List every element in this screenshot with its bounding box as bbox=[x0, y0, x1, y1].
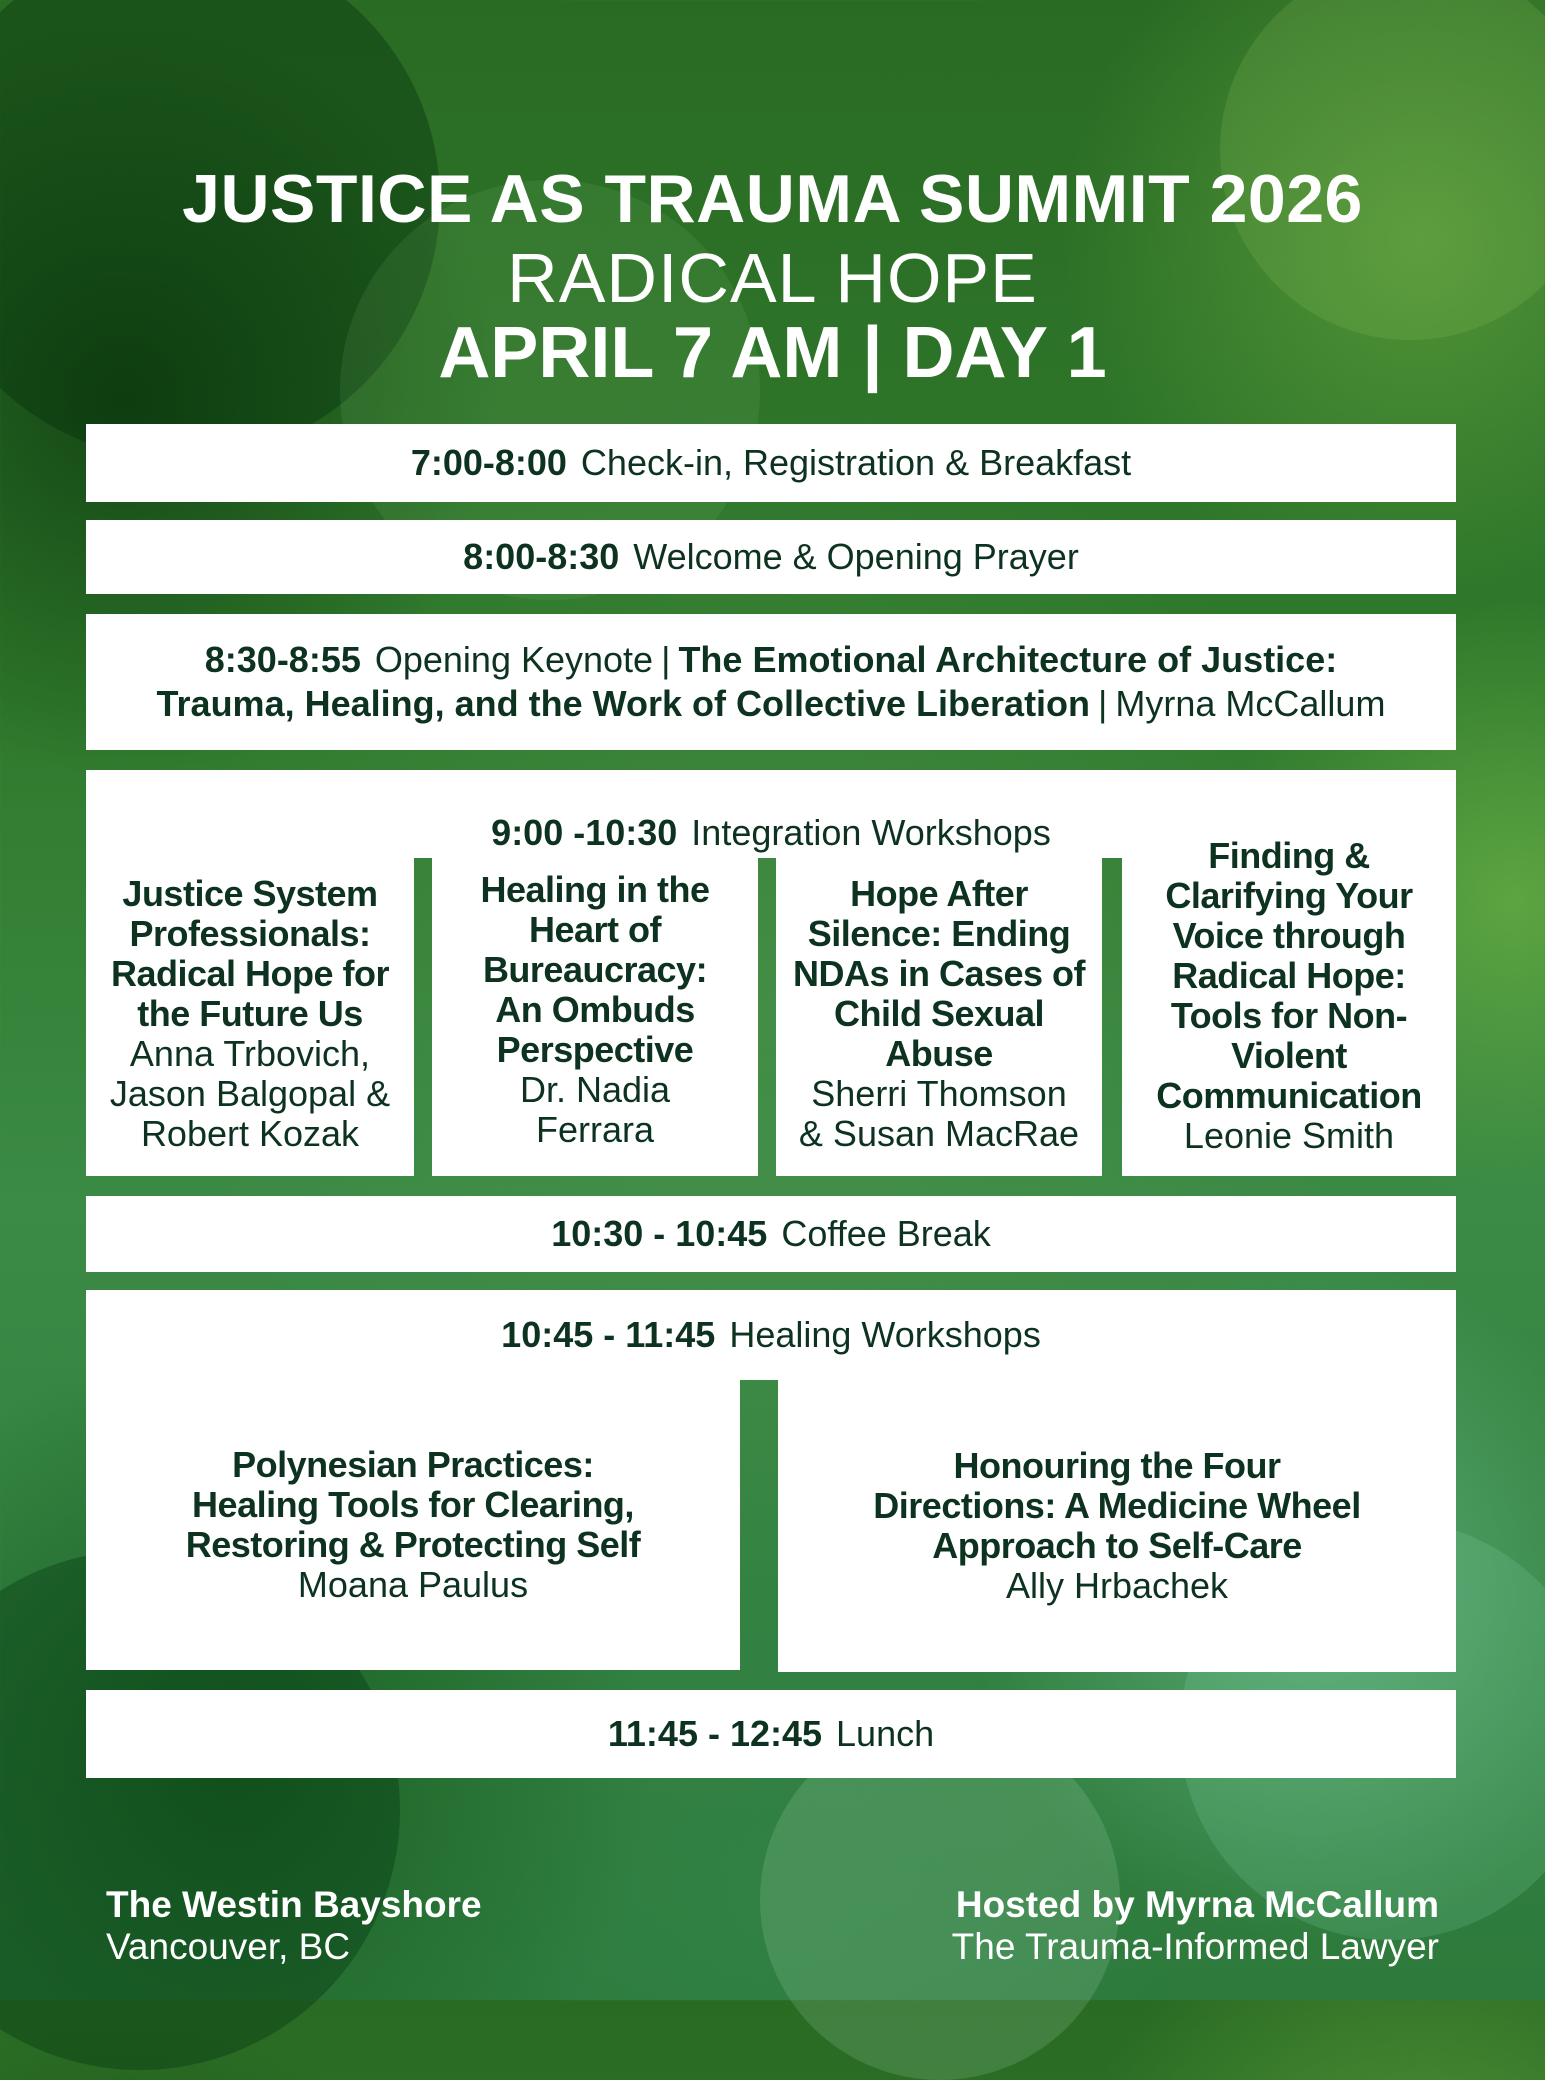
workshop-speaker: Jason Balgopal & bbox=[109, 1073, 391, 1114]
session-label: Coffee Break bbox=[781, 1213, 991, 1254]
integration-workshop bbox=[1122, 836, 1456, 1176]
workshop-title: Directions: A Medicine Wheel bbox=[873, 1485, 1361, 1526]
separator: | bbox=[661, 639, 671, 680]
workshop-title: Finding & bbox=[1208, 835, 1370, 876]
workshop-title: Violent bbox=[1231, 1035, 1347, 1076]
workshop-speaker: Ferrara bbox=[535, 1109, 655, 1150]
workshop-title: Voice through bbox=[1172, 915, 1406, 956]
workshop-title: Bureaucracy: bbox=[482, 949, 708, 990]
host-name: Hosted by Myrna McCallum bbox=[955, 1884, 1439, 1925]
workshop-title: Hope After bbox=[850, 873, 1028, 914]
session-label: Healing Workshops bbox=[729, 1314, 1041, 1355]
schedule-checkin bbox=[86, 424, 1456, 502]
workshop-title: Professionals: bbox=[129, 913, 371, 954]
session-time: 9:00 -10:30 bbox=[491, 812, 678, 853]
workshop-title: Silence: Ending bbox=[807, 913, 1071, 954]
healing-workshop bbox=[778, 1380, 1456, 1672]
keynote-line-1 bbox=[205, 638, 1337, 682]
healing-header bbox=[86, 1290, 1456, 1380]
workshop-title: Healing in the bbox=[480, 869, 710, 910]
separator: | bbox=[1098, 683, 1108, 724]
workshop-title: Honouring the Four bbox=[953, 1445, 1281, 1486]
session-time: 7:00-8:00 bbox=[410, 442, 567, 483]
integration-workshop bbox=[86, 858, 414, 1176]
workshop-title: Radical Hope: bbox=[1172, 955, 1406, 996]
workshop-title: Child Sexual bbox=[833, 993, 1045, 1034]
session-label: Check-in, Registration & Breakfast bbox=[580, 442, 1132, 483]
healing-workshop bbox=[86, 1380, 740, 1670]
workshop-title: NDAs in Cases of bbox=[792, 953, 1086, 994]
venue-name: The Westin Bayshore bbox=[106, 1884, 482, 1925]
workshop-speaker: & Susan MacRae bbox=[798, 1113, 1080, 1154]
workshop-title: Justice System bbox=[122, 873, 378, 914]
keynote-line-2 bbox=[157, 682, 1386, 726]
workshop-title: Approach to Self-Care bbox=[932, 1525, 1302, 1566]
host-info bbox=[952, 1884, 1439, 1968]
workshop-title: Abuse bbox=[885, 1033, 993, 1074]
schedule-coffee bbox=[86, 1196, 1456, 1272]
workshop-title: Heart of bbox=[528, 909, 662, 950]
schedule-lunch bbox=[86, 1690, 1456, 1778]
keynote-title: The Emotional Architecture of Justice: bbox=[678, 639, 1338, 680]
session-label: Lunch bbox=[836, 1713, 935, 1754]
workshop-speaker: Leonie Smith bbox=[1183, 1115, 1395, 1156]
session-time: 11:45 - 12:45 bbox=[607, 1713, 823, 1754]
session-time: 10:45 - 11:45 bbox=[501, 1314, 716, 1355]
venue-info bbox=[106, 1884, 482, 1968]
workshop-title: An Ombuds bbox=[495, 989, 695, 1030]
event-date: APRIL 7 AM | DAY 1 bbox=[438, 313, 1107, 393]
session-time: 8:00-8:30 bbox=[463, 536, 620, 577]
workshop-title: Clarifying Your bbox=[1165, 875, 1413, 916]
keynote-title: Trauma, Healing, and the Work of Collective Liberation bbox=[156, 683, 1091, 724]
workshop-title: Polynesian Practices: bbox=[232, 1444, 594, 1485]
workshop-title: Communication bbox=[1156, 1075, 1422, 1116]
workshop-title: Tools for Non- bbox=[1170, 995, 1408, 1036]
session-label: Opening Keynote bbox=[374, 639, 654, 680]
schedule-welcome bbox=[86, 520, 1456, 594]
event-title: JUSTICE AS TRAUMA SUMMIT 2026 bbox=[182, 161, 1363, 237]
integration-workshop bbox=[432, 858, 758, 1176]
host-tagline: The Trauma-Informed Lawyer bbox=[951, 1926, 1439, 1967]
workshop-speaker: Ally Hrbachek bbox=[1005, 1565, 1229, 1606]
workshop-speaker: Robert Kozak bbox=[140, 1113, 360, 1154]
keynote-speaker: Myrna McCallum bbox=[1115, 683, 1386, 724]
session-time: 10:30 - 10:45 bbox=[551, 1213, 768, 1254]
session-time: 8:30-8:55 bbox=[204, 639, 361, 680]
integration-workshop bbox=[776, 858, 1102, 1176]
schedule-keynote bbox=[86, 614, 1456, 750]
workshop-title: Perspective bbox=[496, 1029, 694, 1070]
workshop-speaker: Sherri Thomson bbox=[811, 1073, 1067, 1114]
workshop-speaker: Dr. Nadia bbox=[519, 1069, 671, 1110]
workshop-title: Healing Tools for Clearing, bbox=[192, 1484, 634, 1525]
workshop-title: the Future Us bbox=[137, 993, 363, 1034]
event-theme: RADICAL HOPE bbox=[507, 239, 1038, 317]
venue-city: Vancouver, BC bbox=[106, 1926, 351, 1967]
workshop-title: Restoring & Protecting Self bbox=[185, 1524, 641, 1565]
workshop-title: Radical Hope for bbox=[110, 953, 390, 994]
session-label: Integration Workshops bbox=[691, 812, 1051, 853]
workshop-speaker: Moana Paulus bbox=[297, 1564, 529, 1605]
workshop-speaker: Anna Trbovich, bbox=[129, 1033, 371, 1074]
session-label: Welcome & Opening Prayer bbox=[633, 536, 1079, 577]
